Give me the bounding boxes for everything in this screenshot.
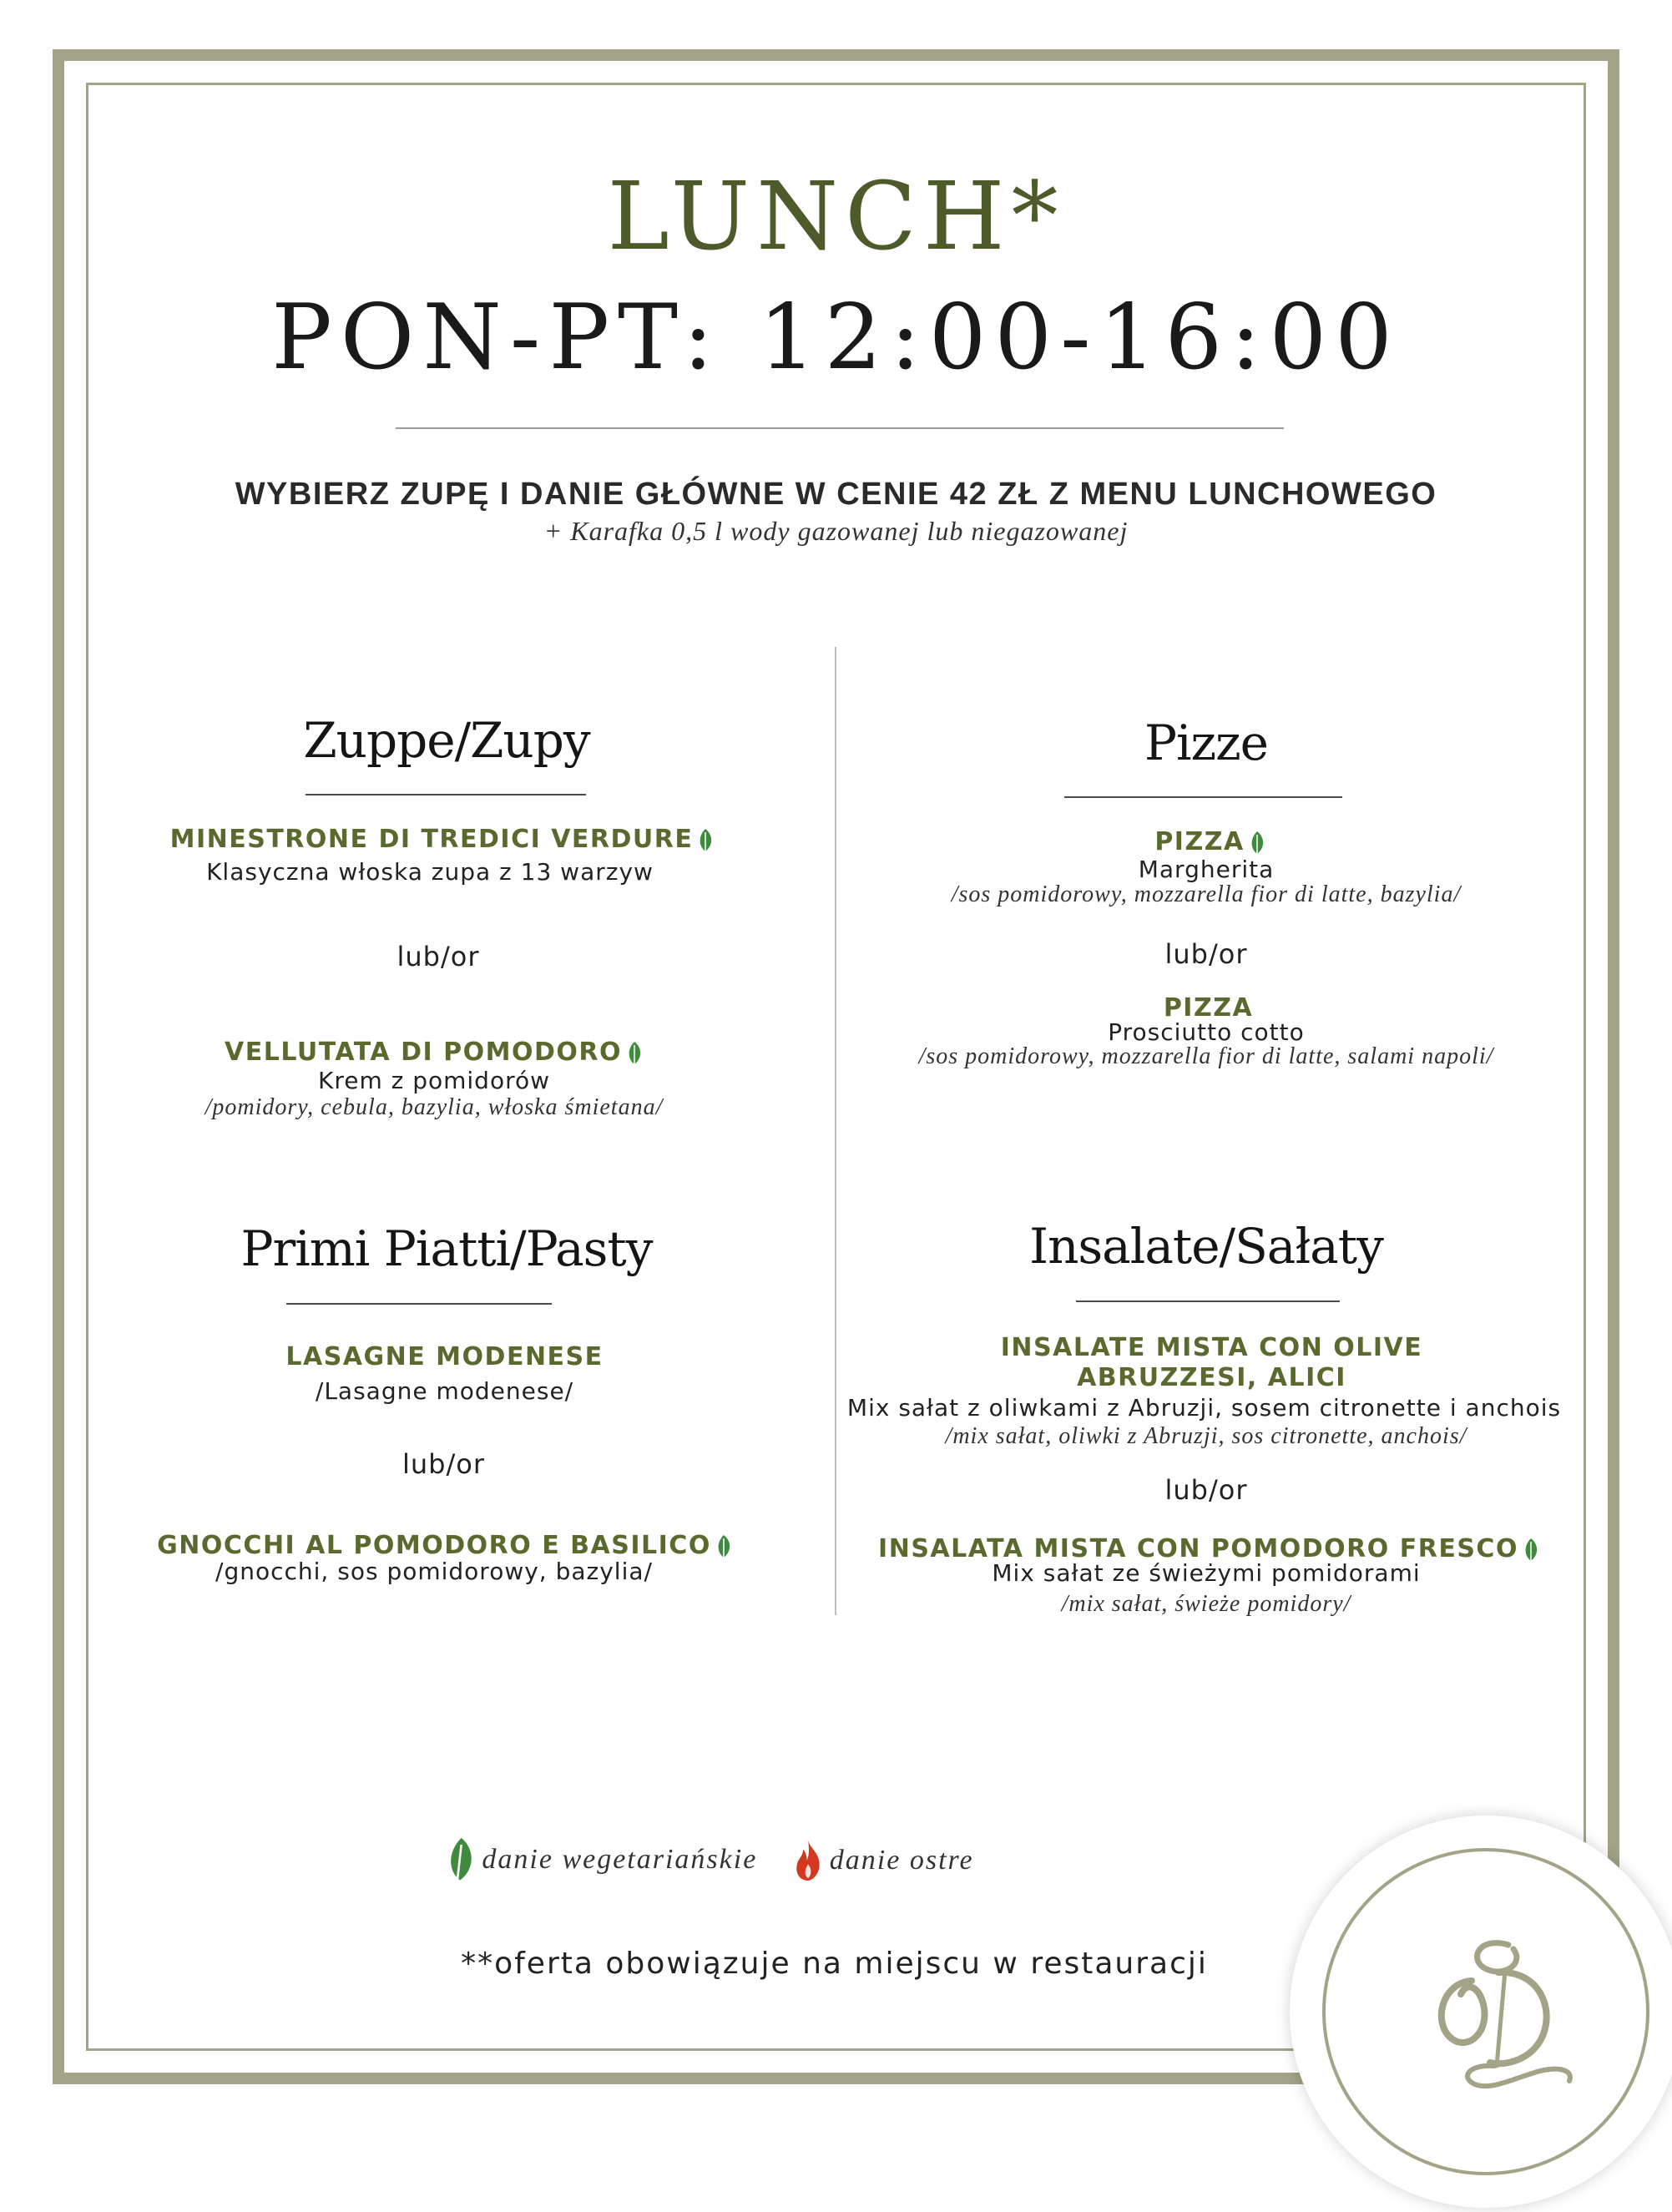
salads-title-rule (1076, 1300, 1340, 1302)
soup-2-name-row (0, 1038, 868, 1068)
pasta-section (167, 1220, 726, 1278)
restaurant-logo (1290, 1816, 1672, 2208)
legend-spicy (793, 1838, 974, 1883)
pasta-title-rule (286, 1303, 552, 1305)
flame-icon (793, 1838, 823, 1883)
legend-vegetarian-label: danie wegetariańskie (482, 1844, 758, 1875)
pasta-2-name: GNOCCHI AL POMODORO E BASILICO (157, 1531, 711, 1560)
salad-1-name-line2: ABRUZZESI, ALICI (1077, 1363, 1346, 1392)
offer-text: WYBIERZ ZUPĘ I DANIE GŁÓWNE W CENIE 42 ZŁ Z MENU LUNCHOWEGO (235, 477, 1437, 512)
salad-1-ingredients: /mix sałat, oliwki z Abruzji, sos citronette, anchois/ (945, 1423, 1467, 1449)
footer-note: **oferta obowiązuje na miejscu w restauracji (461, 1947, 1208, 1981)
soup-1-desc: Klasyczna włoska zupa z 13 warzyw (206, 858, 654, 886)
pasta-1-name: LASAGNE MODENESE (285, 1342, 604, 1371)
header-divider (396, 427, 1284, 429)
soup-1-name: MINESTRONE DI TREDICI VERDURE (169, 825, 694, 854)
salads-title: Insalate/Sałaty (1029, 1218, 1383, 1275)
pasta-title: Primi Piatti/Pasty (240, 1220, 653, 1277)
offer-subtext: + Karafka 0,5 l wody gazowanej lub niegazowanej (543, 516, 1129, 546)
legend (0, 1836, 1419, 1891)
lunch-title: LUNCH* (607, 163, 1065, 271)
salad-2-ingredients: /mix sałat, świeże pomidory/ (1061, 1591, 1351, 1617)
soup-1-name-row (0, 825, 885, 855)
leaf-icon (625, 1041, 644, 1066)
pasta-or: lub/or (402, 1448, 485, 1480)
salads-section (927, 1217, 1486, 1275)
pizza-2-name: PIZZA (1163, 993, 1254, 1023)
legend-vegetarian (445, 1836, 757, 1883)
soups-title-rule (306, 794, 586, 795)
pizza-2-ingredients: /sos pomidorowy, mozzarella fior di latte, salami napoli/ (918, 1043, 1494, 1069)
lunch-hours: PON-PT: 12:00-16:00 (271, 285, 1401, 390)
pizza-or: lub/or (1164, 938, 1248, 970)
leaf-icon (1522, 1538, 1540, 1563)
pizza-1-ingredients: /sos pomidorowy, mozzarella fior di latte, bazylia/ (951, 881, 1462, 907)
salad-1-name-line1: INSALATE MISTA CON OLIVE (1000, 1333, 1423, 1362)
soups-title: Zuppe/Zupy (303, 712, 590, 769)
pasta-1-desc: /Lasagne modenese/ (315, 1377, 574, 1405)
salad-2-name: INSALATA MISTA CON POMODORO FRESCO (878, 1534, 1518, 1563)
leaf-icon (1248, 831, 1266, 856)
pizza-1-name: PIZZA (1154, 827, 1245, 856)
soup-2-name: VELLUTATA DI POMODORO (225, 1038, 622, 1067)
legend-spicy-label: danie ostre (829, 1845, 974, 1876)
pizza-1-name-row (835, 827, 1586, 857)
pizza-1-desc: Margherita (1138, 856, 1275, 883)
pizza-title: Pizze (1144, 715, 1268, 771)
salad-2-desc: Mix sałat ze świeżymi pomidorami (992, 1559, 1421, 1587)
soup-2-desc: Krem z pomidorów (317, 1067, 551, 1094)
salad-1-desc: Mix sałat z oliwkami z Abruzji, sosem citronette i anchois (846, 1394, 1562, 1422)
pasta-2-desc: /gnocchi, sos pomidorowy, bazylia/ (215, 1558, 653, 1585)
leaf-icon (715, 1534, 733, 1559)
pasta-2-name-row (0, 1531, 890, 1561)
restaurant-monogram-logo (1290, 1816, 1672, 2208)
soups-section (167, 711, 726, 770)
soups-or: lub/or (397, 941, 480, 972)
soup-2-ingredients: /pomidory, cebula, bazylia, włoska śmietana/ (205, 1094, 664, 1120)
leaf-icon (445, 1836, 475, 1883)
salads-or: lub/or (1164, 1474, 1248, 1506)
pizza-2-desc: Prosciutto cotto (1108, 1018, 1305, 1046)
pizza-title-rule (1064, 796, 1342, 798)
pizza-section (927, 714, 1486, 772)
leaf-icon (696, 828, 715, 853)
